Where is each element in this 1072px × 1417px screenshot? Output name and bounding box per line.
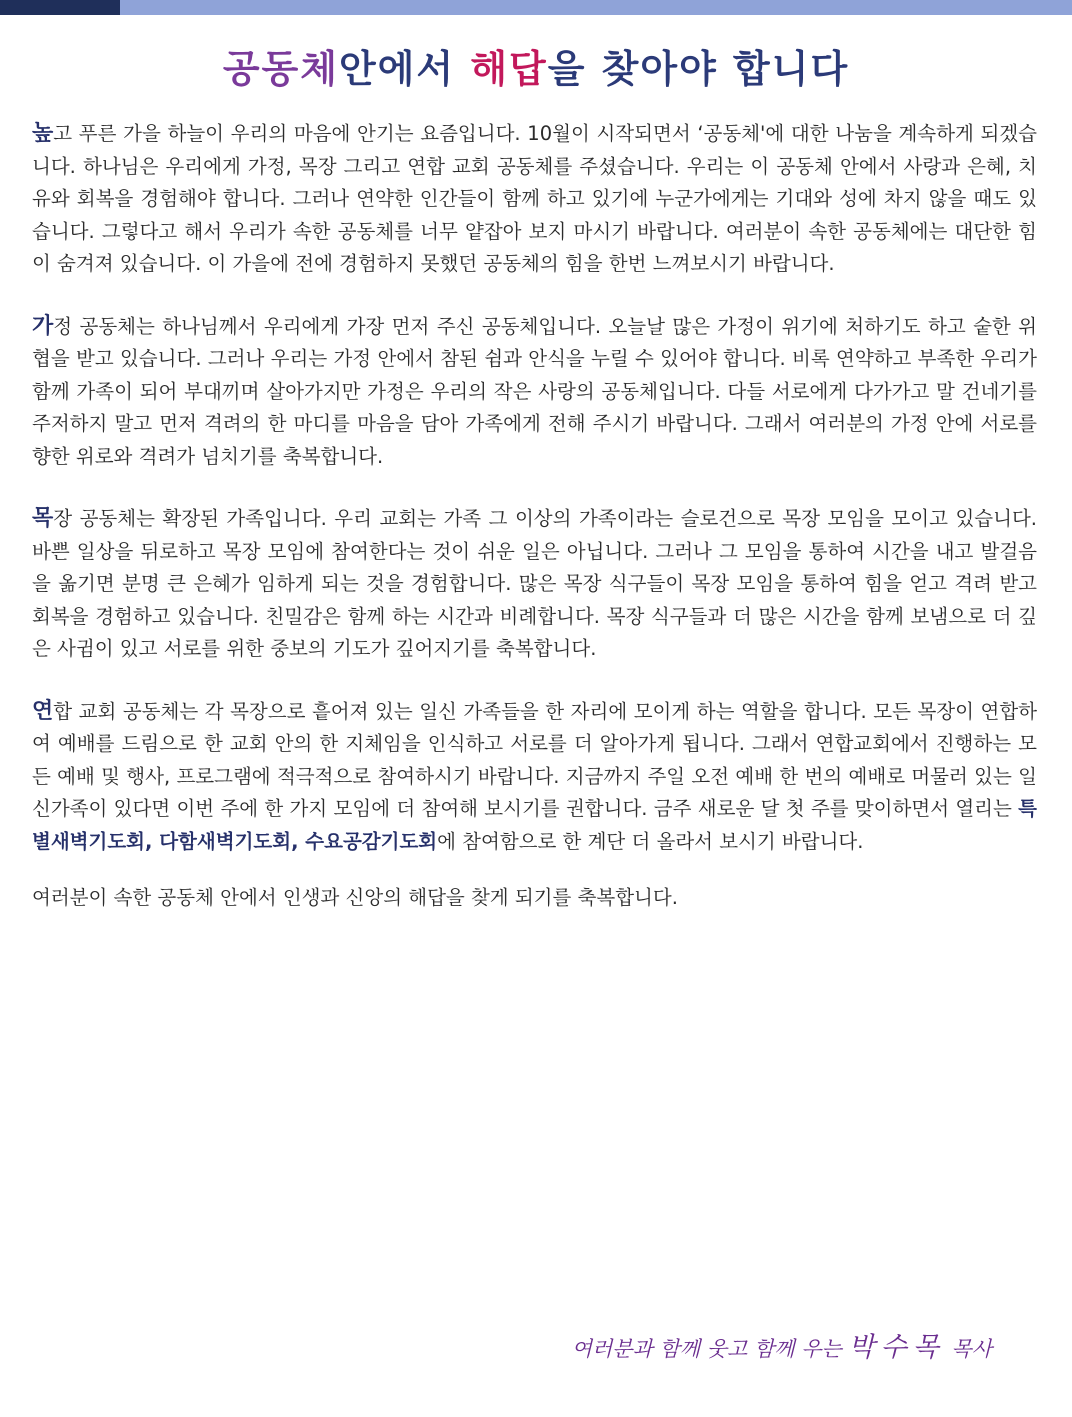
paragraph-family — [32, 311, 1037, 474]
title-part-3: 해답 — [470, 47, 548, 91]
top-banner-light-segment — [120, 0, 1072, 15]
paragraph-text: 정 공동체는 하나님께서 우리에게 가장 먼저 주신 공동체입니다. 오늘날 많은 가정이 위기에 처하기도 하고 숱한 위협을 받고 있습니다. 그러나 우리는 가정 안에서 참된 쉼과 안식을 누릴 수 있어야 합니다. 비록 연약하고 부족한 우리가 함께 가족이 되어 부대끼며 살아가지만 가정은 우리의 작은 사랑의 공동체입니다. 다들 서로에게 다가가고 말 건네기를 주저하지 말고 먼저 격려의 한 마디를 마음을 담아 가족에게 전해 주시기 바랍니다. 그래서 여러분의 가정 안에 서로를 향한 위로와 격려가 넘치기를 축복합니다. — [32, 314, 1037, 468]
paragraph-united-church — [32, 696, 1037, 859]
paragraph-text: 고 푸른 가을 하늘이 우리의 마음에 안기는 요즘입니다. 10월이 시작되면서 ‘공동체'에 대한 나눔을 계속하게 되겠습니다. 하나님은 우리에게 가정, 목장 그리고 연합 교회 공동체를 주셨습니다. 우리는 이 공동체 안에서 사랑과 은혜, 치유와 회복을 경험해야 합니다. 그러나 연약한 인간들이 함께 하고 있기에 누군가에게는 기대와 성에 차지 않을 때도 있습니다. 그렇다고 해서 우리가 속한 공동체를 너무 얕잡아 보지 마시기 바랍니다. 여러분이 속한 공동체에는 대단한 힘이 숨겨져 있습니다. 이 가을에 전에 경험하지 못했던 공동체의 힘을 한번 느껴보시기 바랍니다. — [32, 122, 1037, 275]
prayer-meetings-highlight: 특별새벽기도회, 다함새벽기도회, 수요공감기도회 — [32, 797, 1037, 853]
top-banner — [0, 0, 1072, 15]
dropcap: 연 — [32, 698, 54, 724]
signature-suffix: 목사 — [944, 1337, 992, 1361]
article-body — [32, 118, 1037, 934]
paragraph-mokjang — [32, 503, 1037, 666]
title-part-4: 을 찾아야 합니다 — [547, 47, 850, 91]
paragraph-text: 장 공동체는 확장된 가족입니다. 우리 교회는 가족 그 이상의 가족이라는 슬로건으로 목장 모임을 모이고 있습니다. 바쁜 일상을 뒤로하고 목장 모임에 참여한다는 것이 쉬운 일은 아닙니다. 그러나 그 모임을 통하여 시간을 내고 발걸음을 옮기면 분명 큰 은혜가 임하게 되는 것을 경험합니다. 많은 목장 식구들이 목장 모임을 통하여 힘을 얻고 격려 받고 회복을 경험하고 있습니다. 친밀감은 함께 하는 시간과 비례합니다. 목장 식구들과 더 많은 시간을 함께 보냄으로 더 깊은 사귐이 있고 서로를 위한 중보의 기도가 깊어지기를 축복합니다. — [32, 507, 1037, 660]
signature-prefix: 여러분과 함께 웃고 함께 우는 — [571, 1337, 849, 1361]
paragraph-text: 합 교회 공동체는 각 목장으로 흩어져 있는 일신 가족들을 한 자리에 모이게 하는 역할을 합니다. 모든 목장이 연합하여 예배를 드림으로 한 교회 안의 한 지체임을 인식하고 서로를 더 알아가게 됩니다. 그래서 연합교회에서 진행하는 모든 예배 및 행사, 프로그램에 적극적으로 참여하시기 바랍니다. 지금까지 주일 오전 예배 한 번의 예배로 머물러 있는 일신가족이 있다면 이번 주에 한 가지 모임에 더 참여해 보시기를 권합니다. 금주 새로운 달 첫 주를 맞이하면서 열리는 — [32, 699, 1037, 820]
top-banner-dark-segment — [0, 0, 120, 15]
paragraph-text-end: 에 참여함으로 한 계단 더 올라서 보시기 바랍니다. — [437, 829, 864, 853]
dropcap: 목 — [32, 506, 54, 531]
closing-line: 여러분이 속한 공동체 안에서 인생과 신앙의 해답을 찾게 되기를 축복합니다. — [32, 886, 678, 909]
signature-name: 박수목 — [848, 1332, 945, 1363]
page-title — [0, 38, 1072, 93]
dropcap: 높 — [32, 121, 54, 146]
paragraph-intro — [32, 118, 1037, 281]
dropcap: 가 — [32, 313, 54, 339]
signature — [572, 1325, 992, 1364]
title-part-1: 공동체 — [222, 47, 339, 91]
title-part-2: 안에서 — [338, 47, 471, 91]
